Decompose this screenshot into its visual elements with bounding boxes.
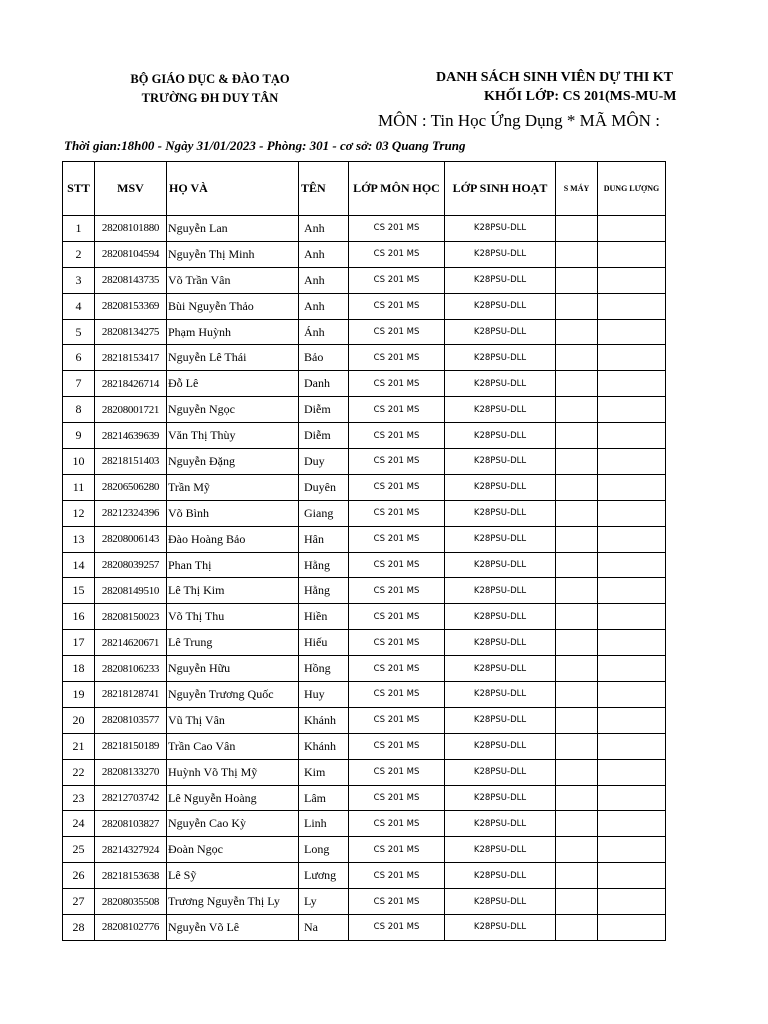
cell-ho-va: Nguyễn Lê Thái [167,345,299,371]
cell-msv: 28218153417 [95,345,167,371]
cell-msv: 28208101880 [95,216,167,242]
cell-lop-sinh-hoat: K28PSU-DLL [445,526,556,552]
cell-lop-mon-hoc: CS 201 MS [349,449,445,475]
table-row [63,449,666,475]
subject-line: MÔN : Tin Học Ứng Dụng * MÃ MÔN : [378,111,660,130]
table-row [63,552,666,578]
cell-msv: 28208103827 [95,811,167,837]
table-header-row [63,162,666,216]
cell-dung-luong [598,474,666,500]
cell-lop-mon-hoc: CS 201 MS [349,552,445,578]
cell-lop-mon-hoc: CS 201 MS [349,785,445,811]
cell-ten: Khánh [299,707,349,733]
cell-lop-sinh-hoat: K28PSU-DLL [445,889,556,915]
cell-stt: 13 [63,526,95,552]
cell-ho-va: Đào Hoàng Bảo [167,526,299,552]
cell-ho-va: Lê Sỹ [167,863,299,889]
cell-ho-va: Nguyễn Đặng [167,449,299,475]
cell-so-may [556,759,598,785]
cell-so-may [556,526,598,552]
table-row [63,500,666,526]
cell-lop-sinh-hoat: K28PSU-DLL [445,345,556,371]
cell-ten: Danh [299,371,349,397]
cell-lop-sinh-hoat: K28PSU-DLL [445,474,556,500]
cell-lop-mon-hoc: CS 201 MS [349,915,445,941]
cell-msv: 28214620671 [95,630,167,656]
cell-stt: 12 [63,500,95,526]
cell-dung-luong [598,811,666,837]
table-row [63,656,666,682]
cell-ten: Na [299,915,349,941]
cell-ten: Duyên [299,474,349,500]
cell-so-may [556,293,598,319]
cell-ho-va: Văn Thị Thùy [167,423,299,449]
cell-ho-va: Lê Nguyễn Hoàng [167,785,299,811]
cell-msv: 28218128741 [95,682,167,708]
cell-dung-luong [598,526,666,552]
cell-ho-va: Lê Trung [167,630,299,656]
cell-ten: Giang [299,500,349,526]
cell-lop-mon-hoc: CS 201 MS [349,889,445,915]
cell-lop-mon-hoc: CS 201 MS [349,267,445,293]
col-header-ten: TÊN [299,162,349,216]
cell-ho-va: Trần Mỹ [167,474,299,500]
cell-ten: Hiền [299,604,349,630]
cell-so-may [556,552,598,578]
cell-dung-luong [598,630,666,656]
cell-ten: Kim [299,759,349,785]
cell-msv: 28208103577 [95,707,167,733]
cell-stt: 24 [63,811,95,837]
cell-ho-va: Võ Bình [167,500,299,526]
cell-msv: 28218151403 [95,449,167,475]
cell-dung-luong [598,319,666,345]
cell-lop-mon-hoc: CS 201 MS [349,863,445,889]
cell-lop-sinh-hoat: K28PSU-DLL [445,552,556,578]
cell-lop-mon-hoc: CS 201 MS [349,656,445,682]
cell-dung-luong [598,397,666,423]
cell-msv: 28208102776 [95,915,167,941]
cell-ten: Huy [299,682,349,708]
cell-msv: 28218150189 [95,733,167,759]
cell-ho-va: Nguyễn Thị Minh [167,241,299,267]
cell-dung-luong [598,837,666,863]
cell-stt: 1 [63,216,95,242]
cell-lop-mon-hoc: CS 201 MS [349,423,445,449]
cell-msv: 28206506280 [95,474,167,500]
cell-so-may [556,216,598,242]
cell-lop-sinh-hoat: K28PSU-DLL [445,578,556,604]
cell-lop-sinh-hoat: K28PSU-DLL [445,241,556,267]
cell-dung-luong [598,656,666,682]
col-header-so-may: S MÁY [556,162,598,216]
cell-so-may [556,449,598,475]
table-row [63,293,666,319]
cell-stt: 22 [63,759,95,785]
cell-stt: 8 [63,397,95,423]
cell-dung-luong [598,915,666,941]
cell-stt: 10 [63,449,95,475]
cell-ho-va: Đỗ Lê [167,371,299,397]
cell-msv: 28212703742 [95,785,167,811]
table-row [63,837,666,863]
cell-lop-sinh-hoat: K28PSU-DLL [445,449,556,475]
cell-ten: Duy [299,449,349,475]
cell-dung-luong [598,241,666,267]
cell-ho-va: Vũ Thị Vân [167,707,299,733]
cell-stt: 16 [63,604,95,630]
table-row [63,267,666,293]
cell-lop-sinh-hoat: K28PSU-DLL [445,604,556,630]
cell-ho-va: Huỳnh Võ Thị Mỹ [167,759,299,785]
cell-so-may [556,578,598,604]
cell-lop-mon-hoc: CS 201 MS [349,811,445,837]
cell-lop-sinh-hoat: K28PSU-DLL [445,915,556,941]
cell-lop-mon-hoc: CS 201 MS [349,733,445,759]
cell-lop-sinh-hoat: K28PSU-DLL [445,682,556,708]
cell-lop-mon-hoc: CS 201 MS [349,371,445,397]
cell-so-may [556,345,598,371]
cell-lop-mon-hoc: CS 201 MS [349,578,445,604]
cell-msv: 28208133270 [95,759,167,785]
cell-lop-mon-hoc: CS 201 MS [349,630,445,656]
cell-so-may [556,423,598,449]
cell-ho-va: Võ Trần Vân [167,267,299,293]
cell-so-may [556,371,598,397]
cell-stt: 6 [63,345,95,371]
cell-lop-sinh-hoat: K28PSU-DLL [445,811,556,837]
cell-ho-va: Võ Thị Thu [167,604,299,630]
cell-ten: Bảo [299,345,349,371]
cell-ten: Lâm [299,785,349,811]
table-row [63,345,666,371]
cell-msv: 28214639639 [95,423,167,449]
cell-so-may [556,500,598,526]
cell-dung-luong [598,423,666,449]
cell-ten: Anh [299,293,349,319]
cell-msv: 28212324396 [95,500,167,526]
cell-msv: 28208104594 [95,241,167,267]
cell-ten: Lương [299,863,349,889]
cell-lop-mon-hoc: CS 201 MS [349,345,445,371]
cell-dung-luong [598,449,666,475]
cell-lop-mon-hoc: CS 201 MS [349,500,445,526]
cell-ho-va: Bùi Nguyễn Thảo [167,293,299,319]
table-row [63,863,666,889]
cell-so-may [556,267,598,293]
cell-ten: Anh [299,241,349,267]
cell-dung-luong [598,889,666,915]
cell-stt: 4 [63,293,95,319]
cell-msv: 28208006143 [95,526,167,552]
cell-so-may [556,397,598,423]
table-row [63,578,666,604]
cell-ten: Ly [299,889,349,915]
table-row [63,474,666,500]
cell-ho-va: Trương Nguyễn Thị Ly [167,889,299,915]
cell-lop-sinh-hoat: K28PSU-DLL [445,759,556,785]
cell-lop-mon-hoc: CS 201 MS [349,474,445,500]
cell-stt: 5 [63,319,95,345]
table-row [63,630,666,656]
table-row [63,371,666,397]
cell-ten: Hân [299,526,349,552]
cell-lop-mon-hoc: CS 201 MS [349,319,445,345]
cell-ten: Anh [299,216,349,242]
cell-stt: 21 [63,733,95,759]
cell-lop-sinh-hoat: K28PSU-DLL [445,500,556,526]
cell-lop-mon-hoc: CS 201 MS [349,397,445,423]
table-row [63,397,666,423]
cell-dung-luong [598,500,666,526]
cell-msv: 28208150023 [95,604,167,630]
col-header-stt: STT [63,162,95,216]
cell-dung-luong [598,863,666,889]
ministry-name: BỘ GIÁO DỤC & ĐÀO TẠO [130,72,290,86]
cell-msv: 28208039257 [95,552,167,578]
cell-ho-va: Phan Thị [167,552,299,578]
cell-dung-luong [598,785,666,811]
cell-ho-va: Đoàn Ngọc [167,837,299,863]
cell-msv: 28208035508 [95,889,167,915]
cell-lop-mon-hoc: CS 201 MS [349,604,445,630]
cell-lop-sinh-hoat: K28PSU-DLL [445,630,556,656]
cell-dung-luong [598,267,666,293]
cell-lop-sinh-hoat: K28PSU-DLL [445,656,556,682]
cell-lop-mon-hoc: CS 201 MS [349,293,445,319]
table-row [63,423,666,449]
cell-ten: Diễm [299,397,349,423]
col-header-lop-mon-hoc: LỚP MÔN HỌC [349,162,445,216]
cell-msv: 28208153369 [95,293,167,319]
cell-stt: 19 [63,682,95,708]
cell-ho-va: Trần Cao Vân [167,733,299,759]
cell-lop-sinh-hoat: K28PSU-DLL [445,785,556,811]
cell-ho-va: Nguyễn Lan [167,216,299,242]
cell-msv: 28208106233 [95,656,167,682]
cell-so-may [556,733,598,759]
cell-msv: 28218426714 [95,371,167,397]
cell-ten: Linh [299,811,349,837]
cell-msv: 28208001721 [95,397,167,423]
cell-dung-luong [598,733,666,759]
cell-dung-luong [598,345,666,371]
cell-so-may [556,682,598,708]
cell-ten: Anh [299,267,349,293]
cell-lop-mon-hoc: CS 201 MS [349,526,445,552]
cell-lop-mon-hoc: CS 201 MS [349,837,445,863]
table-row [63,526,666,552]
cell-lop-sinh-hoat: K28PSU-DLL [445,423,556,449]
col-header-msv: MSV [95,162,167,216]
cell-dung-luong [598,707,666,733]
cell-stt: 27 [63,889,95,915]
student-list-table [62,161,666,941]
cell-lop-sinh-hoat: K28PSU-DLL [445,733,556,759]
cell-lop-sinh-hoat: K28PSU-DLL [445,216,556,242]
cell-ten: Hiếu [299,630,349,656]
table-body [63,216,666,941]
table-row [63,604,666,630]
cell-lop-mon-hoc: CS 201 MS [349,216,445,242]
col-header-lop-sinh-hoat: LỚP SINH HOẠT [445,162,556,216]
cell-so-may [556,811,598,837]
cell-stt: 3 [63,267,95,293]
cell-ho-va: Nguyễn Võ Lê [167,915,299,941]
cell-msv: 28208149510 [95,578,167,604]
cell-so-may [556,630,598,656]
table-row [63,682,666,708]
cell-so-may [556,707,598,733]
cell-dung-luong [598,759,666,785]
cell-lop-mon-hoc: CS 201 MS [349,759,445,785]
cell-msv: 28208143735 [95,267,167,293]
table-row [63,319,666,345]
cell-ho-va: Nguyễn Cao Kỳ [167,811,299,837]
cell-ten: Ánh [299,319,349,345]
table-row [63,889,666,915]
table-row [63,759,666,785]
cell-dung-luong [598,216,666,242]
exam-info: Thời gian:18h00 - Ngày 31/01/2023 - Phòng: 301 - cơ sở: 03 Quang Trung [64,138,466,153]
class-group: KHỐI LỚP: CS 201(MS-MU-M [484,89,677,104]
cell-ten: Hồng [299,656,349,682]
cell-stt: 9 [63,423,95,449]
cell-stt: 11 [63,474,95,500]
cell-stt: 7 [63,371,95,397]
cell-lop-sinh-hoat: K28PSU-DLL [445,319,556,345]
cell-stt: 2 [63,241,95,267]
cell-lop-sinh-hoat: K28PSU-DLL [445,267,556,293]
cell-so-may [556,837,598,863]
cell-ten: Hằng [299,578,349,604]
cell-stt: 17 [63,630,95,656]
table-row [63,915,666,941]
cell-stt: 15 [63,578,95,604]
cell-so-may [556,785,598,811]
cell-so-may [556,604,598,630]
cell-ho-va: Phạm Huỳnh [167,319,299,345]
table-row [63,241,666,267]
cell-dung-luong [598,682,666,708]
cell-dung-luong [598,552,666,578]
cell-so-may [556,915,598,941]
table-row [63,733,666,759]
cell-lop-sinh-hoat: K28PSU-DLL [445,371,556,397]
cell-lop-sinh-hoat: K28PSU-DLL [445,707,556,733]
cell-so-may [556,863,598,889]
cell-lop-sinh-hoat: K28PSU-DLL [445,837,556,863]
cell-ho-va: Nguyễn Hữu [167,656,299,682]
table-row [63,707,666,733]
cell-lop-mon-hoc: CS 201 MS [349,241,445,267]
cell-so-may [556,474,598,500]
cell-dung-luong [598,293,666,319]
cell-stt: 20 [63,707,95,733]
university-name: TRƯỜNG ĐH DUY TÂN [141,91,279,105]
cell-ten: Khánh [299,733,349,759]
cell-so-may [556,319,598,345]
cell-dung-luong [598,604,666,630]
document-title: DANH SÁCH SINH VIÊN DỰ THI KT [436,70,674,85]
cell-stt: 14 [63,552,95,578]
cell-msv: 28208134275 [95,319,167,345]
cell-ho-va: Nguyễn Trương Quốc [167,682,299,708]
cell-ten: Hằng [299,552,349,578]
cell-stt: 25 [63,837,95,863]
table-row [63,785,666,811]
cell-dung-luong [598,578,666,604]
cell-so-may [556,889,598,915]
cell-ho-va: Lê Thị Kim [167,578,299,604]
cell-so-may [556,656,598,682]
cell-msv: 28214327924 [95,837,167,863]
table-row [63,216,666,242]
col-header-dung-luong: DUNG LƯỢNG [598,162,666,216]
cell-lop-mon-hoc: CS 201 MS [349,707,445,733]
table-row [63,811,666,837]
cell-so-may [556,241,598,267]
cell-stt: 26 [63,863,95,889]
cell-lop-sinh-hoat: K28PSU-DLL [445,863,556,889]
cell-stt: 23 [63,785,95,811]
cell-dung-luong [598,371,666,397]
cell-stt: 18 [63,656,95,682]
cell-lop-sinh-hoat: K28PSU-DLL [445,397,556,423]
cell-lop-mon-hoc: CS 201 MS [349,682,445,708]
cell-stt: 28 [63,915,95,941]
cell-lop-sinh-hoat: K28PSU-DLL [445,293,556,319]
cell-ho-va: Nguyễn Ngọc [167,397,299,423]
col-header-ho-va: HỌ VÀ [167,162,299,216]
cell-msv: 28218153638 [95,863,167,889]
cell-ten: Long [299,837,349,863]
cell-ten: Diễm [299,423,349,449]
